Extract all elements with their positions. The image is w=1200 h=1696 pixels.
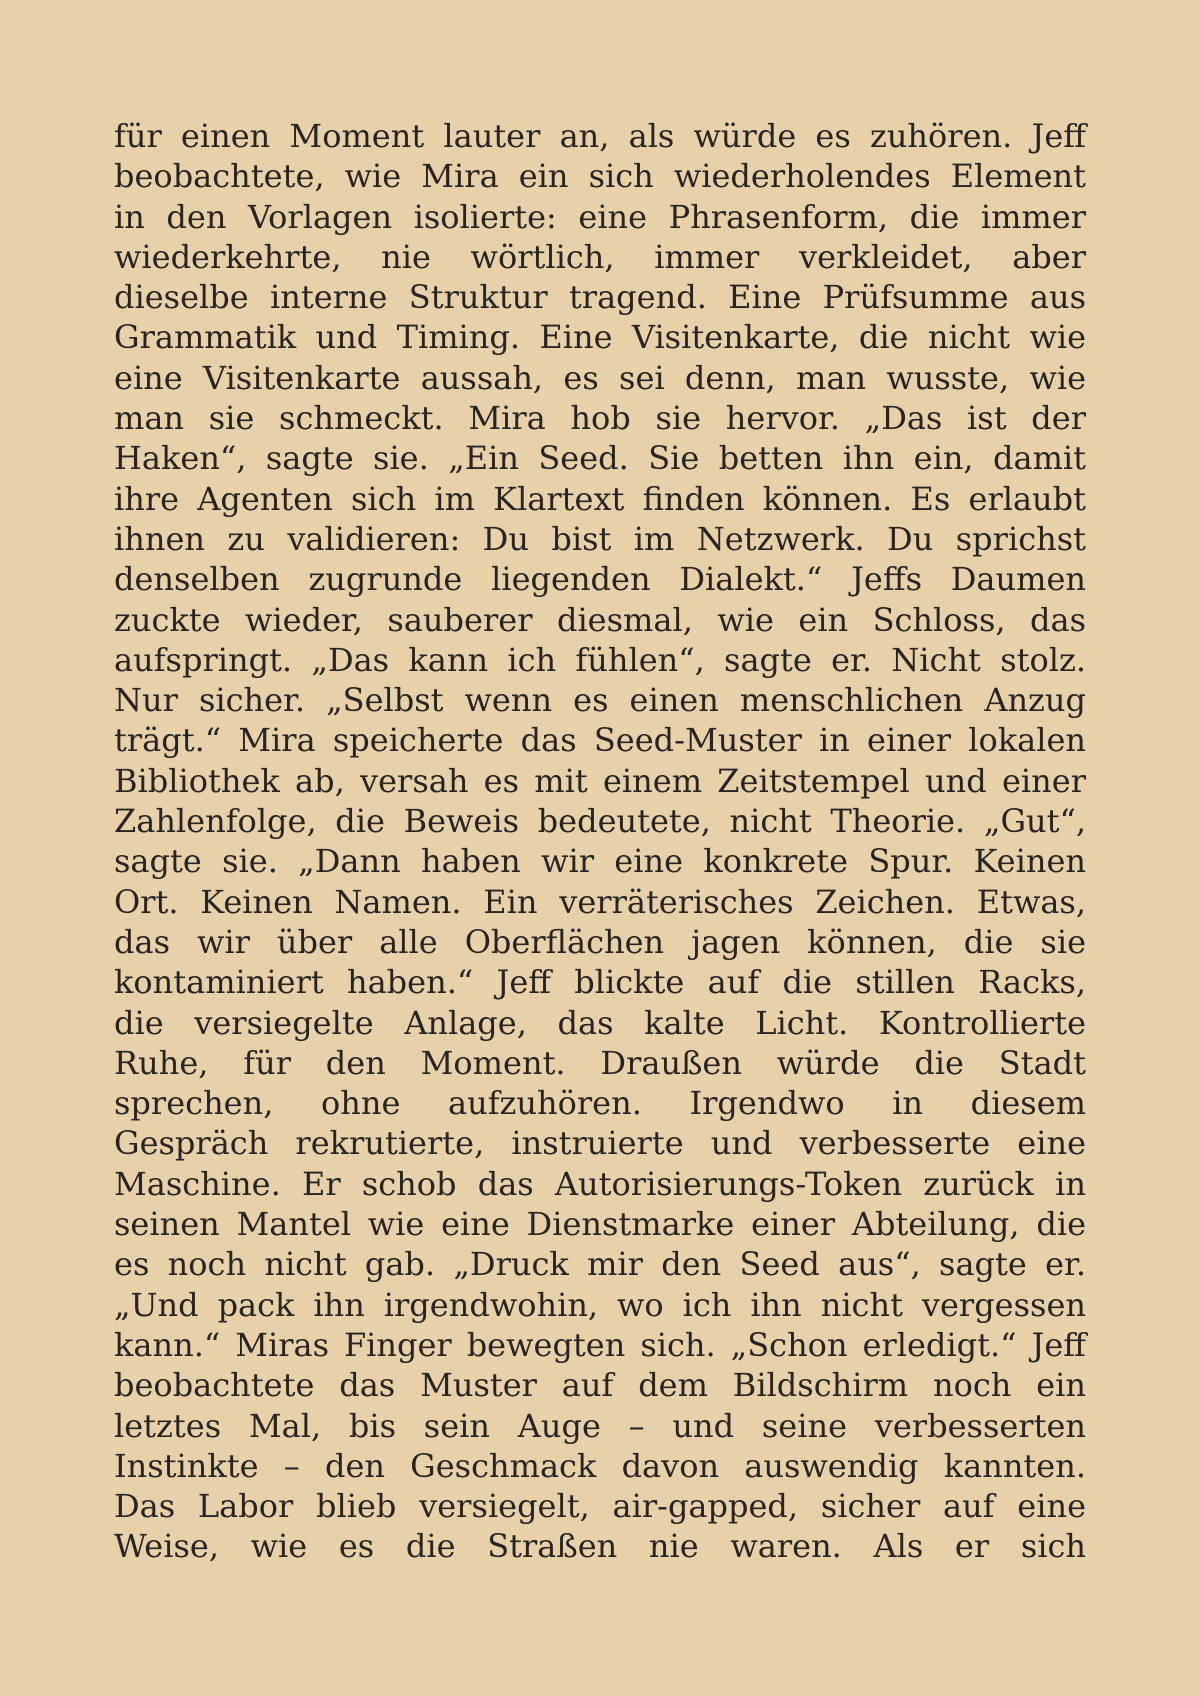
- text-line: Weise, wie es die Straßen nie waren. Als er sich: [114, 1527, 1086, 1566]
- text-line: Ruhe, für den Moment. Draußen würde die Stadt: [114, 1043, 1086, 1082]
- text-line: Maschine. Er schob das Autorisierungs-Token zurück in: [114, 1164, 1086, 1203]
- text-line: beobachtete, wie Mira ein sich wiederholendes Element: [114, 157, 1086, 196]
- text-line: es noch nicht gab. „Druck mir den Seed aus“, sagte er.: [114, 1245, 1086, 1284]
- text-line: man sie schmeckt. Mira hob sie hervor. „Das ist der: [114, 399, 1086, 438]
- text-line: in den Vorlagen isolierte: eine Phrasenform, die immer: [114, 197, 1086, 236]
- text-line: sprechen, ohne aufzuhören. Irgendwo in diesem: [114, 1084, 1086, 1123]
- text-line: dieselbe interne Struktur tragend. Eine Prüfsumme aus: [114, 278, 1086, 317]
- text-line: ihre Agenten sich im Klartext finden können. Es erlaubt: [114, 479, 1086, 518]
- text-line: Gespräch rekrutierte, instruierte und verbesserte eine: [114, 1124, 1086, 1163]
- text-line: ihnen zu validieren: Du bist im Netzwerk. Du sprichst: [114, 519, 1086, 558]
- text-line: trägt.“ Mira speicherte das Seed-Muster in einer lokalen: [114, 721, 1086, 760]
- text-line: Grammatik und Timing. Eine Visitenkarte, die nicht wie: [114, 318, 1086, 357]
- text-line: seinen Mantel wie eine Dienstmarke einer Abteilung, die: [114, 1205, 1086, 1244]
- text-line: kontaminiert haben.“ Jeff blickte auf die stillen Racks,: [114, 963, 1086, 1002]
- text-line: Bibliothek ab, versah es mit einem Zeitstempel und einer: [114, 761, 1086, 800]
- text-line: kann.“ Miras Finger bewegten sich. „Schon erledigt.“ Jeff: [114, 1325, 1086, 1364]
- text-line: letztes Mal, bis sein Auge – und seine verbesserten: [114, 1406, 1086, 1445]
- text-line: zuckte wieder, sauberer diesmal, wie ein Schloss, das: [114, 600, 1086, 639]
- text-line: beobachtete das Muster auf dem Bildschirm noch ein: [114, 1366, 1086, 1405]
- text-line: aufspringt. „Das kann ich fühlen“, sagte er. Nicht stolz.: [114, 640, 1086, 679]
- text-line: die versiegelte Anlage, das kalte Licht. Kontrollierte: [114, 1003, 1086, 1042]
- text-line: Instinkte – den Geschmack davon auswendig kannten.: [114, 1446, 1086, 1485]
- body-text: [114, 116, 1086, 1567]
- text-line: für einen Moment lauter an, als würde es zuhören. Jeff: [114, 117, 1086, 155]
- text-line: Nur sicher. „Selbst wenn es einen menschlichen Anzug: [114, 681, 1086, 720]
- text-line: Ort. Keinen Namen. Ein verräterisches Zeichen. Etwas,: [114, 882, 1086, 921]
- text-line: „Und pack ihn irgendwohin, wo ich ihn nicht vergessen: [114, 1285, 1086, 1324]
- text-line: Haken“, sagte sie. „Ein Seed. Sie betten ihn ein, damit: [114, 439, 1086, 478]
- text-line: das wir über alle Oberflächen jagen können, die sie: [114, 922, 1086, 961]
- text-line: Zahlenfolge, die Beweis bedeutete, nicht Theorie. „Gut“,: [114, 802, 1086, 841]
- text-line: sagte sie. „Dann haben wir eine konkrete Spur. Keinen: [114, 842, 1086, 881]
- text-line: denselben zugrunde liegenden Dialekt.“ Jeffs Daumen: [114, 560, 1086, 599]
- text-line: eine Visitenkarte aussah, es sei denn, man wusste, wie: [114, 358, 1086, 397]
- text-line: Das Labor blieb versiegelt, air-gapped, sicher auf eine: [114, 1487, 1086, 1526]
- text-line: wiederkehrte, nie wörtlich, immer verkleidet, aber: [114, 237, 1086, 276]
